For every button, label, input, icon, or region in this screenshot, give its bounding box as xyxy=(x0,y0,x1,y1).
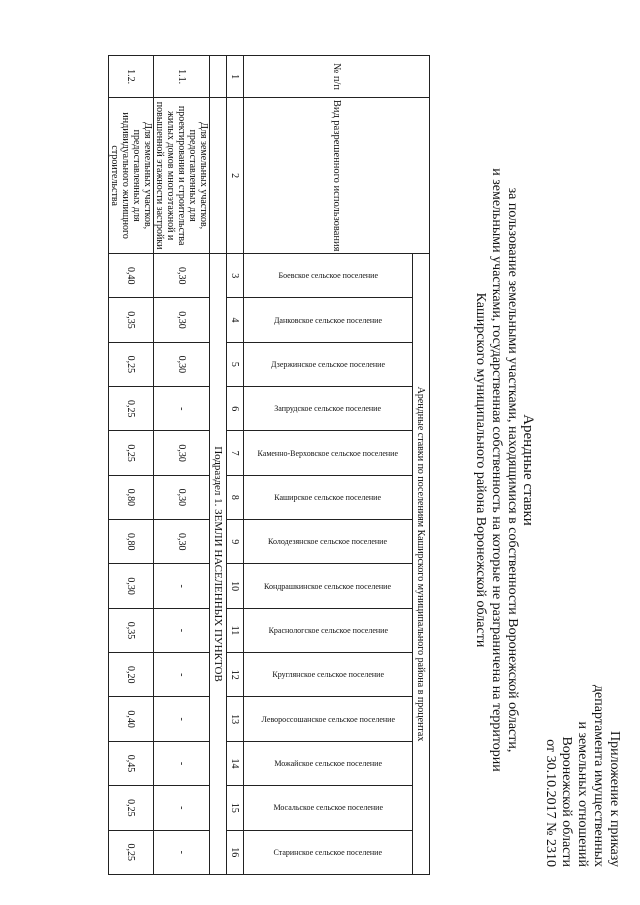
group-header: Арендные ставки по поселениям Каширского муниципального района в процентах xyxy=(413,254,430,875)
rate-cell: - xyxy=(154,653,210,697)
settlement-header xyxy=(244,298,413,342)
approval-line-3: и земельных отношений xyxy=(575,721,590,867)
row-number: 1.2. xyxy=(109,56,154,98)
approval-stamp xyxy=(542,637,622,867)
table-row xyxy=(109,56,154,875)
settlement-header xyxy=(244,608,413,652)
row-number: 1.1. xyxy=(154,56,210,98)
rate-cell: 0,30 xyxy=(154,298,210,342)
group-header-row xyxy=(413,56,430,875)
settlement-name: Запрудское сельское поселение xyxy=(274,404,382,414)
column-number: 3 xyxy=(227,254,244,298)
title-line-2: за пользование земельными участками, находящимися в собственности Воронежской области, xyxy=(505,187,520,753)
settlement-name: Левороссошанское сельское поселение xyxy=(261,714,395,724)
rate-cell: - xyxy=(154,697,210,741)
rate-cell: 0,30 xyxy=(154,254,210,298)
section-spacer xyxy=(210,56,227,98)
column-number: 13 xyxy=(227,697,244,741)
row-description: Для земельных участков, предоставленных для индивидуального жилищного строительства xyxy=(109,98,154,254)
rate-cell: 0,30 xyxy=(154,520,210,564)
rate-cell: 0,25 xyxy=(109,830,154,875)
rate-cell: - xyxy=(154,741,210,785)
rate-cell: - xyxy=(154,387,210,431)
col-no-header: № п/п xyxy=(244,56,430,98)
col-vid-header: Вид разрешенного использования xyxy=(244,98,430,254)
rate-cell: 0,25 xyxy=(109,342,154,386)
settlement-name: Данковское сельское поселение xyxy=(273,315,383,325)
settlement-name: Мосальское сельское поселение xyxy=(273,803,383,813)
settlement-header xyxy=(244,342,413,386)
rate-cell: - xyxy=(154,830,210,875)
settlement-header xyxy=(244,254,413,298)
rate-cell: 0,80 xyxy=(109,520,154,564)
settlement-header xyxy=(244,697,413,741)
column-number: 15 xyxy=(227,786,244,830)
section-row xyxy=(210,56,227,875)
column-number: 16 xyxy=(227,830,244,875)
rate-cell: 0,40 xyxy=(109,254,154,298)
settlement-name: Колодезянское сельское поселение xyxy=(268,537,388,547)
rate-cell: 0,20 xyxy=(109,653,154,697)
settlement-name: Кондрашкинское сельское поселение xyxy=(264,581,392,591)
title-line-3: и земельными участками, государственная собственность на которые не разграничена на территории xyxy=(489,168,504,772)
rate-cell: 0,40 xyxy=(109,697,154,741)
settlement-header xyxy=(244,475,413,519)
title-line-4: Каширского муниципального района Воронежской области xyxy=(473,292,488,648)
column-number: 5 xyxy=(227,342,244,386)
rate-cell: 0,30 xyxy=(154,431,210,475)
column-number: 14 xyxy=(227,741,244,785)
rate-cell: 0,25 xyxy=(109,786,154,830)
rate-cell: 0,35 xyxy=(109,298,154,342)
column-number: 9 xyxy=(227,520,244,564)
settlement-name: Старинское сельское поселение xyxy=(273,847,383,857)
column-number: 8 xyxy=(227,475,244,519)
settlement-header xyxy=(244,830,413,875)
section-title: Подраздел 1. ЗЕМЛИ НАСЕЛЕННЫХ ПУНКТОВ xyxy=(210,254,227,875)
column-number: 1 xyxy=(227,56,244,98)
settlement-header xyxy=(244,653,413,697)
settlement-name: Каменно-Верховское сельское поселение xyxy=(257,448,399,458)
settlement-header xyxy=(244,741,413,785)
settlement-name: Круглянское сельское поселение xyxy=(272,670,384,680)
rate-cell: 0,80 xyxy=(109,475,154,519)
settlement-header xyxy=(244,387,413,431)
rate-cell: - xyxy=(154,564,210,608)
rate-cell: 0,30 xyxy=(154,342,210,386)
section-spacer xyxy=(210,98,227,254)
approval-line-4: Воронежской области xyxy=(559,736,574,867)
approval-line-5: от 30.10.2017 № 2310 xyxy=(543,739,558,867)
rates-table xyxy=(108,55,430,875)
rate-cell: 0,35 xyxy=(109,608,154,652)
table-row xyxy=(154,56,210,875)
rate-cell: 0,30 xyxy=(109,564,154,608)
column-number: 11 xyxy=(227,608,244,652)
rate-cell: - xyxy=(154,786,210,830)
approval-line-1: Приложение к приказу xyxy=(607,731,622,867)
rate-cell: 0,45 xyxy=(109,741,154,785)
rate-cell: 0,25 xyxy=(109,431,154,475)
column-number: 2 xyxy=(227,98,244,254)
settlement-name: Боевское сельское поселение xyxy=(278,271,378,281)
rate-cell: 0,25 xyxy=(109,387,154,431)
settlement-header xyxy=(244,786,413,830)
title-line-1: Арендные ставки xyxy=(520,414,536,526)
column-number: 7 xyxy=(227,431,244,475)
settlement-header xyxy=(244,431,413,475)
settlement-name: Можайское сельское поселение xyxy=(274,758,382,768)
column-number: 12 xyxy=(227,653,244,697)
settlement-name: Каширское сельское поселение xyxy=(274,492,382,502)
settlement-header xyxy=(244,520,413,564)
column-number: 6 xyxy=(227,387,244,431)
rate-cell: - xyxy=(154,608,210,652)
column-numbers-row xyxy=(227,56,244,875)
column-number: 10 xyxy=(227,564,244,608)
settlement-name: Краснологское сельское поселение xyxy=(268,625,388,635)
row-description: Для земельных участков, предоставленных для проектирования и строительства жилых домов многоэтажной и повышенной этажности застройки xyxy=(154,98,210,254)
settlement-header xyxy=(244,564,413,608)
rate-cell: 0,30 xyxy=(154,475,210,519)
document-title xyxy=(472,120,536,820)
settlement-name: Дзержинское сельское поселение xyxy=(271,359,385,369)
column-number: 4 xyxy=(227,298,244,342)
approval-line-2: департамента имущественных xyxy=(591,684,606,867)
rates-table-body xyxy=(109,56,244,875)
